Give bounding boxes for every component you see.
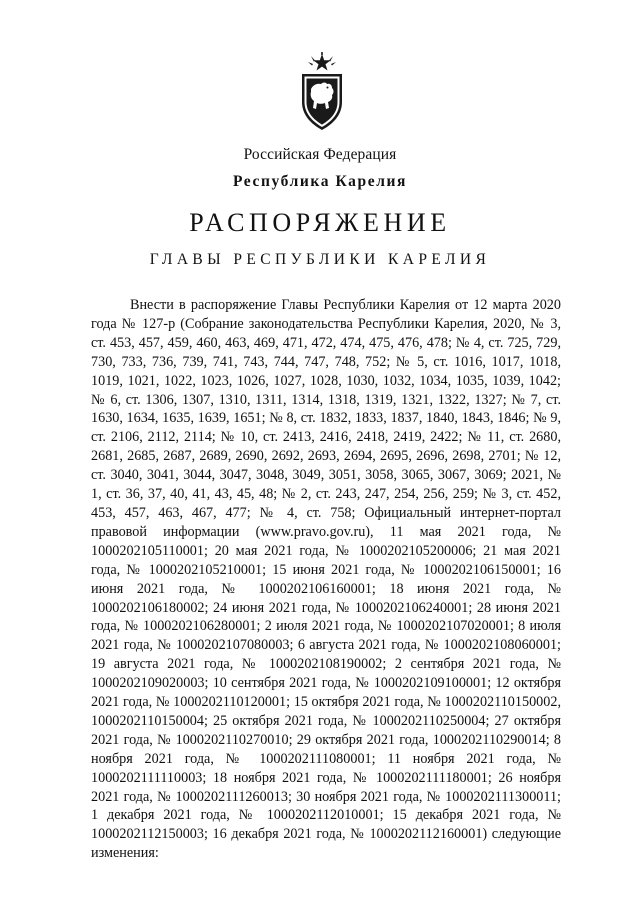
country-name: Российская Федерация bbox=[243, 146, 397, 163]
document-title: РАСПОРЯЖЕНИЕ bbox=[189, 208, 451, 237]
karelia-coat-of-arms-icon bbox=[294, 52, 350, 132]
republic-name: Республика Карелия bbox=[232, 173, 408, 190]
document-authority: ГЛАВЫ РЕСПУБЛИКИ КАРЕЛИЯ bbox=[149, 251, 491, 268]
body-paragraph: Внести в распоряжение Главы Республики Карелия от 12 марта 2020 года № 127-р (Собрание законодательства Республики Карелия, 2020, № 3, ст. 453, 457, 459, 460, 463, 469, 471, 472, 474, 475, 476, 478; № 4, ст. 725, 729, 730, 733, 736, 739, 741, 743, 744, 747, 748, 752; № 5, ст. 1016, 1017, 1018, 1019, 1021, 1022, 1023, 1026, 1027, 1028, 1030, 1032, 1034, 1035, 1039, 1042; № 6, ст. 1306, 1307, 1310, 1311, 1314, 1318, 1319, 1321, 1322, 1327; № 7, ст. 1630, 1634, 1635, 1639, 1651; № 8, ст. 1832, 1833, 1837, 1840, 1843, 1846; № 9, ст. 2106, 2112, 2114; № 10, ст. 2413, 2416, 2418, 2419, 2422; № 11, ст. 2680, 2681, 2685, 2687, 2689, 2690, 2692, 2693, 2694, 2695, 2696, 2698, 2701; № 12, ст. 3040, 3041, 3044, 3047, 3048, 3049, 3051, 3058, 3065, 3067, 3069; 2021, № 1, ст. 36, 37, 40, 41, 43, 45, 48; № 2, ст. 243, 247, 254, 256, 259; № 3, ст. 452, 453, 457, 463, 467, 477; № 4, ст. 758; Официальный интернет-портал правовой информации (www.pravo.gov.ru), 11 мая 2021 года, № 1000202105110001; 20 мая 2021 года, № 1000202105200006; 21 мая 2021 года, № 1000202105210001; 15 июня 2021 года, № 1000202106150001; 16 июня 2021 года, № 1000202106160001; 18 июня 2021 года, № 1000202106180002; 24 июня 2021 года, № 1000202106240001; 28 июня 2021 года, № 1000202106280001; 2 июля 2021 года, № 1000202107020001; 8 июля 2021 года, № 1000202107080003; 6 августа 2021 года, № 1000202108060001; 19 августа 2021 года, № 1000202108190002; 2 сентября 2021 года, № 1000202109020003; 10 сентября 2021 года, № 1000202109100001; 12 октября 2021 года, № 1000202110120001; 15 октября 2021 года, № 1000202110150002, 1000202110150004; 25 октября 2021 года, № 1000202110250004; 27 октября 2021 года, № 1000202110270010; 29 октября 2021 года, 1000202110290014; 8 ноября 2021 года, № 1000202111080001; 11 ноября 2021 года, № 1000202111110003; 18 ноября 2021 года, № 1000202111180001; 26 ноября 2021 года, № 1000202111260013; 30 ноября 2021 года, № 1000202111300011; 1 декабря 2021 года, № 1000202112010001; 15 декабря 2021 года, № 1000202112150003; 16 декабря 2021 года, № 1000202112160001) следующие изменения: bbox=[91, 297, 561, 862]
